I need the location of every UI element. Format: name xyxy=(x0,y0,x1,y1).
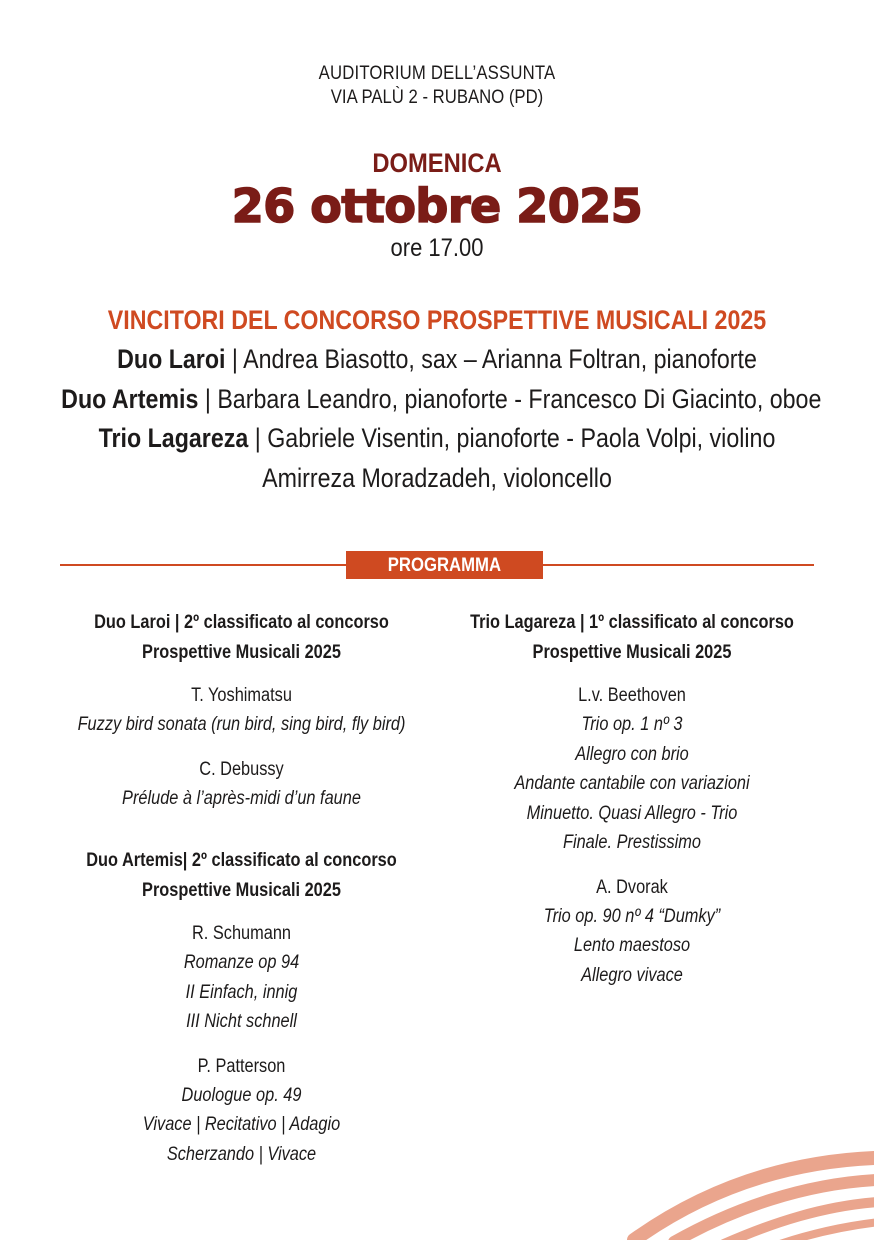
section-heading: Duo Artemis| 2º classificato al concorso xyxy=(86,850,397,871)
work-title: Duologue op. 49 xyxy=(181,1084,302,1106)
ensemble-members: Gabriele Visentin, pianoforte - Paola Volpi, violino xyxy=(267,423,776,453)
work-movement: II Einfach, innig xyxy=(185,981,298,1003)
work-movement: Andante cantabile con variazioni xyxy=(514,773,750,794)
event-time: ore 17.00 xyxy=(390,234,484,262)
program-piece xyxy=(20,681,463,740)
program-piece xyxy=(20,755,463,814)
winners-block xyxy=(0,300,874,498)
event-day: DOMENICA xyxy=(372,148,502,178)
program-piece xyxy=(420,873,844,991)
composer-name: T. Yoshimatsu xyxy=(191,685,292,706)
work-movement: III Nicht schnell xyxy=(186,1011,297,1032)
ensemble-name: Duo Artemis xyxy=(61,383,199,414)
venue-address: VIA PALÙ 2 - RUBANO (PD) xyxy=(330,87,544,108)
decorative-swoosh xyxy=(614,1150,874,1240)
composer-name: A. Dvorak xyxy=(596,876,668,898)
program-section-trio-lagareza xyxy=(420,608,844,990)
work-title: Prélude à l’après-midi d’un faune xyxy=(122,787,361,809)
program-right-column xyxy=(420,608,844,1018)
winner-line-extra: Amirreza Moradzadeh, violoncello xyxy=(262,462,612,493)
winners-title: VINCITORI DEL CONCORSO PROSPETTIVE MUSICALI 2025 xyxy=(107,305,767,335)
work-title: Fuzzy bird sonata (run bird, sing bird, fly bird) xyxy=(77,714,406,735)
composer-name: R. Schumann xyxy=(191,923,292,944)
date-block xyxy=(0,146,874,264)
ensemble-name: Duo Laroi xyxy=(117,344,226,374)
section-heading: Duo Laroi | 2º classificato al concorso xyxy=(94,612,389,633)
winner-line: Trio Lagareza | Gabriele Visentin, pianoforte - Paola Volpi, violino xyxy=(98,423,776,453)
ensemble-members: Barbara Leandro, pianoforte - Francesco Di Giacinto, oboe xyxy=(217,383,822,414)
program-left-column xyxy=(20,608,463,1197)
section-subheading: Prospettive Musicali 2025 xyxy=(532,641,732,663)
work-movement: Allegro con brio xyxy=(575,743,689,765)
program-section-duo-laroi xyxy=(20,608,463,813)
ensemble-members: Andrea Biasotto, sax – Arianna Foltran, pianoforte xyxy=(243,344,757,374)
work-movement: Finale. Prestissimo xyxy=(562,832,702,853)
work-movement: Allegro vivace xyxy=(581,964,683,986)
work-title: Trio op. 1 nº 3 xyxy=(581,714,683,735)
work-movement: Minuetto. Quasi Allegro - Trio xyxy=(526,802,738,824)
section-subheading: Prospettive Musicali 2025 xyxy=(142,879,341,901)
program-piece xyxy=(20,919,463,1037)
composer-name: L.v. Beethoven xyxy=(578,685,686,706)
venue-name: AUDITORIUM DELL’ASSUNTA xyxy=(318,63,556,84)
venue-block xyxy=(0,62,874,110)
ensemble-name: Trio Lagareza xyxy=(98,423,249,453)
programma-label xyxy=(346,551,543,579)
work-movement: Scherzando | Vivace xyxy=(166,1143,317,1165)
work-title: Trio op. 90 nº 4 “Dumky” xyxy=(543,905,721,927)
work-movement: Vivace | Recitativo | Adagio xyxy=(142,1114,341,1135)
composer-name: P. Patterson xyxy=(197,1055,286,1077)
program-section-duo-artemis xyxy=(20,846,463,1169)
event-date: 26 ottobre 2025 xyxy=(231,179,643,233)
section-subheading: Prospettive Musicali 2025 xyxy=(142,641,341,663)
programma-label-text: PROGRAMMA xyxy=(387,555,502,576)
work-movement: Lento maestoso xyxy=(573,935,691,956)
work-title: Romanze op 94 xyxy=(183,952,300,973)
winner-line: Duo Artemis | Barbara Leandro, pianoforte - Francesco Di Giacinto, oboe xyxy=(61,383,822,414)
winner-line: Duo Laroi | Andrea Biasotto, sax – Arianna Foltran, pianoforte xyxy=(117,344,757,374)
program-piece xyxy=(420,681,844,858)
composer-name: C. Debussy xyxy=(199,758,284,780)
program-piece xyxy=(20,1052,463,1170)
section-heading: Trio Lagareza | 1º classificato al concorso xyxy=(470,612,794,633)
